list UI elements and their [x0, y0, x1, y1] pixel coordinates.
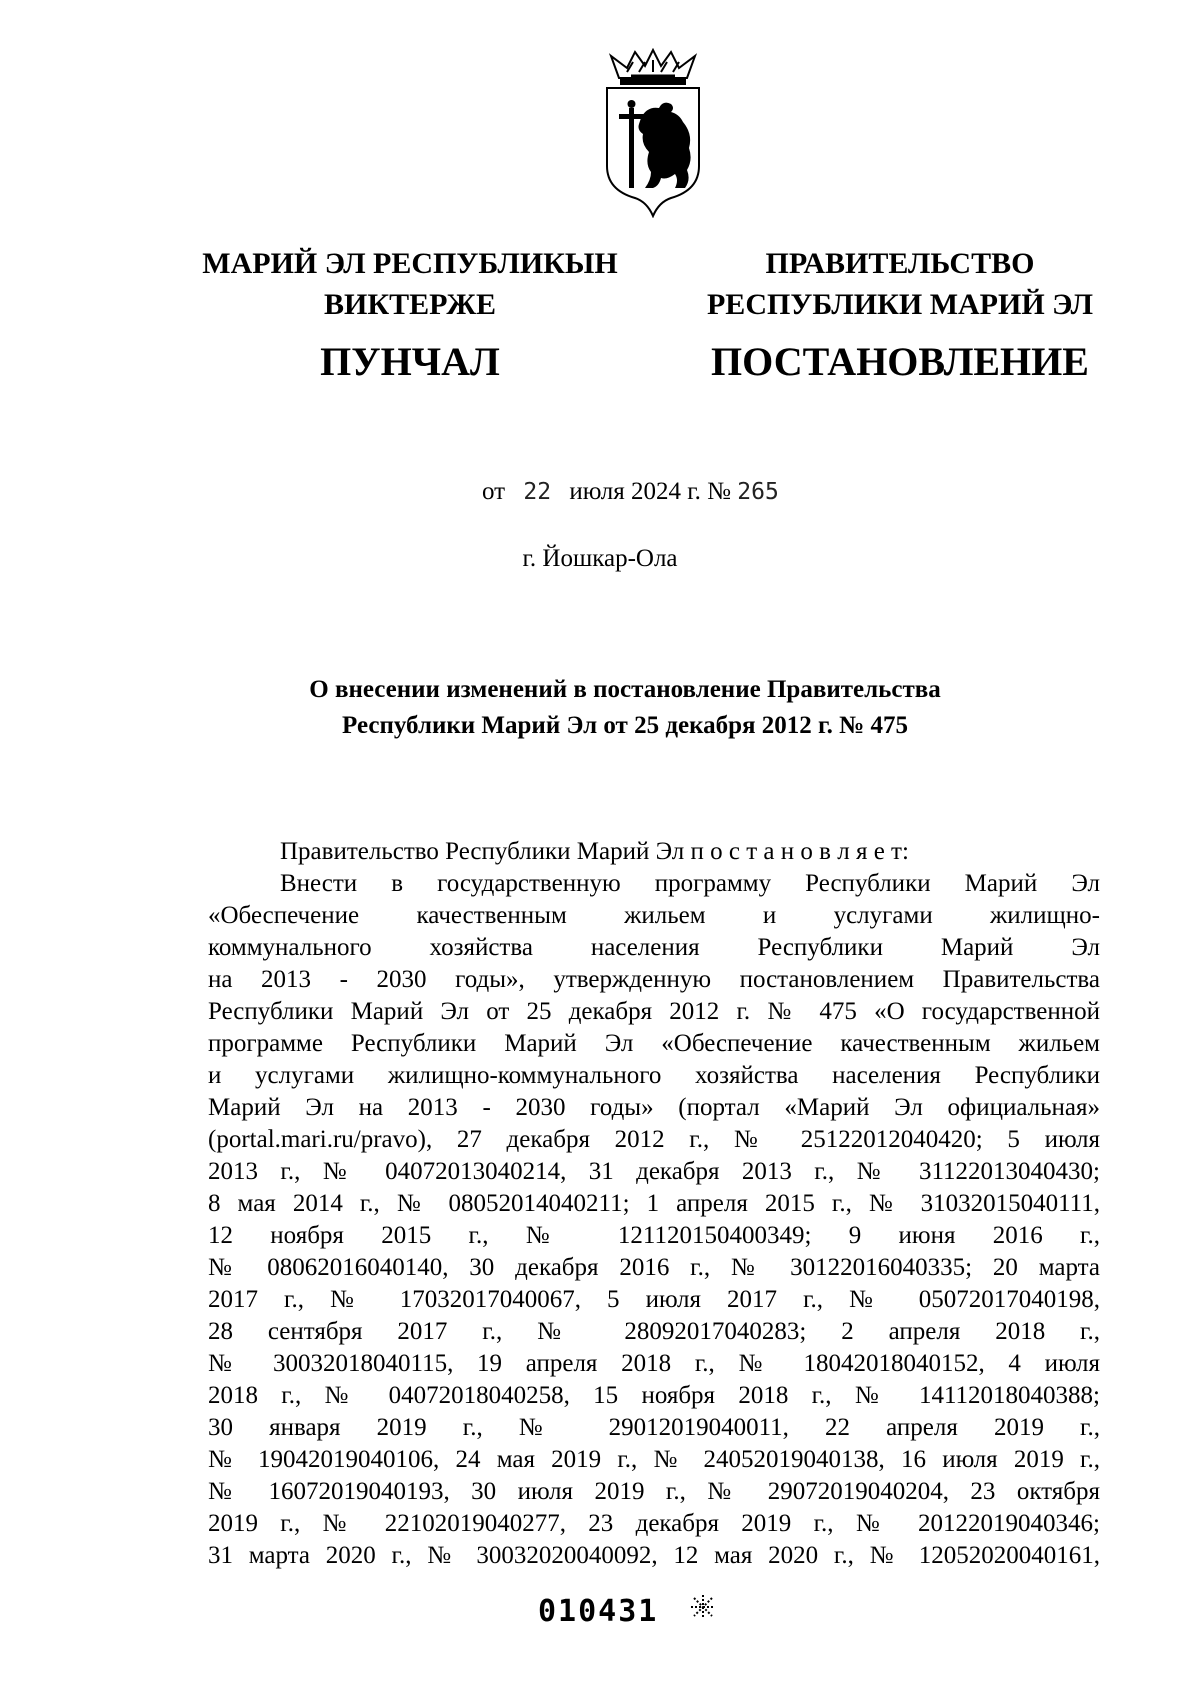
- subject-line-2: Республики Марий Эл от 25 декабря 2012 г. № 475: [342, 712, 908, 739]
- body-line: на 2013 - 2030 годы», утвержденную постановлением Правительства: [208, 966, 1100, 993]
- date-month-year: июля 2024 г. №: [569, 478, 732, 505]
- body-line: № 16072019040193, 30 июля 2019 г., № 29072019040204, 23 октября: [208, 1478, 1100, 1505]
- body-line: программе Республики Марий Эл «Обеспечение качественным жильем: [208, 1030, 1100, 1057]
- body-line: 12 ноября 2015 г., № 121120150400349; 9 июня 2016 г.,: [208, 1222, 1100, 1249]
- body-line: (portal.mari.ru/pravo), 27 декабря 2012 г., № 25122012040420; 5 июля: [208, 1126, 1100, 1153]
- document-subject: [230, 672, 1020, 744]
- body-line: 2013 г., № 04072013040214, 31 декабря 2013 г., № 31122013040430;: [208, 1158, 1100, 1185]
- body-line: Внести в государственную программу Республики Марий Эл: [280, 870, 1100, 897]
- body-line: коммунального хозяйства населения Республики Марий Эл: [208, 934, 1100, 961]
- coat-of-arms-icon: [601, 48, 705, 218]
- body-line: 30 января 2019 г., № 29012019040011, 22 апреля 2019 г.,: [208, 1414, 1100, 1441]
- body-line: 28 сентября 2017 г., № 28092017040283; 2 апреля 2018 г.,: [208, 1318, 1100, 1345]
- body-line: и услугами жилищно-коммунального хозяйства населения Республики: [208, 1062, 1100, 1089]
- body-line: 2017 г., № 17032017040067, 5 июля 2017 г., № 05072017040198,: [208, 1286, 1100, 1313]
- crown-icon: [611, 50, 695, 84]
- header-russian-line1: ПРАВИТЕЛЬСТВО: [765, 247, 1035, 280]
- document-date-line: [482, 478, 779, 506]
- form-serial-number: 010431: [538, 1594, 659, 1629]
- header-russian-line2: РЕСПУБЛИКИ МАРИЙ ЭЛ: [706, 288, 1093, 321]
- body-line: Марий Эл на 2013 - 2030 годы» (портал «Марий Эл официальная»: [208, 1094, 1100, 1121]
- city-name: г. Йошкар-Ола: [522, 545, 678, 572]
- subject-line-1: О внесении изменений в постановление Правительства: [309, 676, 941, 703]
- body-line: 31 марта 2020 г., № 30032020040092, 12 мая 2020 г., № 12052020040161,: [208, 1542, 1100, 1569]
- body-line: 8 мая 2014 г., № 08052014040211; 1 апреля 2015 г., № 31032015040111,: [208, 1190, 1100, 1217]
- header-mari-line1: МАРИЙ ЭЛ РЕСПУБЛИКЫН: [202, 247, 618, 280]
- document-number: 265: [737, 479, 779, 505]
- header-mari-line2: ВИКТЕРЖЕ: [323, 288, 497, 321]
- body-line: Республики Марий Эл от 25 декабря 2012 г. № 475 «О государственной: [208, 998, 1100, 1025]
- body-preamble: Правительство Республики Марий Эл п о с т а н о в л я е т:: [280, 838, 909, 865]
- body-line: 2019 г., № 22102019040277, 23 декабря 2019 г., № 20122019040346;: [208, 1510, 1100, 1537]
- body-line: «Обеспечение качественным жильем и услугами жилищно-: [208, 902, 1100, 929]
- body-line: № 08062016040140, 30 декабря 2016 г., № 30122016040335; 20 марта: [208, 1254, 1100, 1281]
- date-day: 22: [523, 479, 552, 505]
- asterisk-mark-icon: [688, 1592, 718, 1622]
- header-russian-doctype: ПОСТАНОВЛЕНИЕ: [711, 339, 1089, 384]
- header-mari-doctype: ПУНЧАЛ: [320, 339, 500, 384]
- body-line: 2018 г., № 04072018040258, 15 ноября 2018 г., № 14112018040388;: [208, 1382, 1100, 1409]
- date-prefix: от: [482, 478, 506, 505]
- body-line: № 30032018040115, 19 апреля 2018 г., № 18042018040152, 4 июля: [208, 1350, 1100, 1377]
- body-line: № 19042019040106, 24 мая 2019 г., № 24052019040138, 16 июля 2019 г.,: [208, 1446, 1100, 1473]
- document-body: [208, 836, 1100, 1572]
